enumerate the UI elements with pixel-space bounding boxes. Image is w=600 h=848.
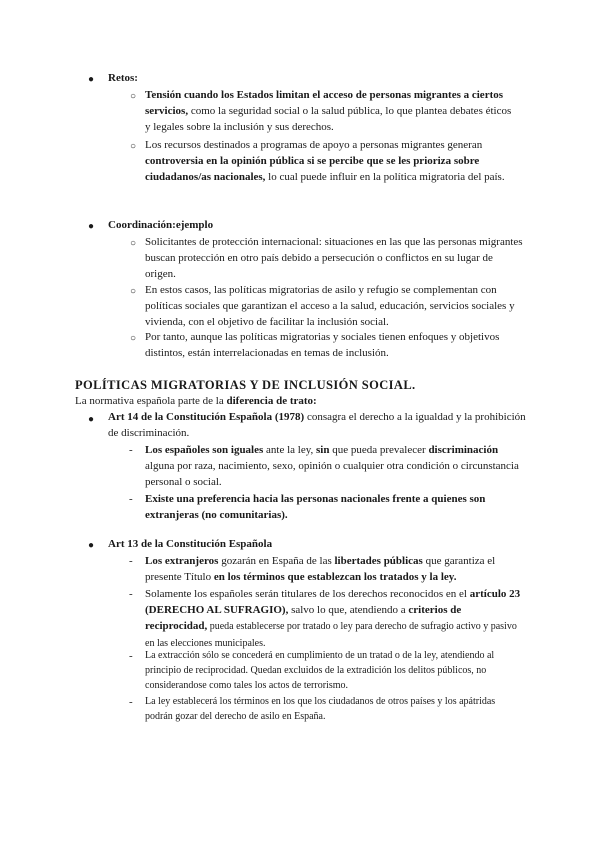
section-heading: POLÍTICAS MIGRATORIAS Y DE INCLUSIÓN SOCIAL. <box>75 378 416 392</box>
bullet-disc-icon: ● <box>88 414 95 425</box>
art13-subitem-2: Solamente los españoles serán titulares de los derechos reconocidos en el artículo 23 (DERECHO AL SUFRAGIO), salvo lo que, atendiendo a criterios de reciprocidad, pueda establecerse por tratado o ley para derecho de sufragio activo y pasivo en las elecciones municipales. <box>145 588 521 649</box>
retos-label: Retos: <box>108 72 138 84</box>
bullet-disc-icon: ● <box>88 221 95 232</box>
bullet-circle-icon: ○ <box>130 141 137 152</box>
coordinacion-item-2: En estos casos, las políticas migratorias de asilo y refugio se complementan con políticas sociales que garantizan el acceso a la salud, educación, servicios sociales y vivienda, con el objetivo de facilitar la inclusión social. <box>145 284 515 329</box>
intro-paragraph: La normativa española parte de la diferencia de trato: <box>75 395 317 407</box>
bullet-circle-icon: ○ <box>130 238 137 249</box>
bullet-dash-icon: - <box>129 444 133 456</box>
coordinacion-item-1: Solicitantes de protección internacional: situaciones en las que las personas migrantes buscan protección en otro país debido a persecución o conflictos en su lugar de origen. <box>145 236 523 281</box>
coordinacion-item-3: Por tanto, aunque las políticas migratorias y sociales tienen enfoques y objetivos distintos, están interrelacionadas en temas de inclusión. <box>145 331 500 360</box>
art14-subitem-1: Los españoles son iguales ante la ley, sin que pueda prevalecer discriminación alguna por raza, nacimiento, sexo, opinión o cualquier otra condición o circunstancia personal o social. <box>145 444 519 489</box>
bullet-dash-icon: - <box>129 493 133 505</box>
bullet-dash-icon: - <box>129 650 133 662</box>
art13-subitem-3: La extracción sólo se concederá en cumplimiento de un tratad o de la ley, atendiendo al principio de reciprocidad. Quedan excluidos de la extradición los delitos públicos, no considerandose como tales los actos de terrorismo. <box>145 650 495 691</box>
bullet-disc-icon: ● <box>88 540 95 551</box>
bullet-dash-icon: - <box>129 696 133 708</box>
retos-item-1: Tensión cuando los Estados limitan el acceso de personas migrantes a ciertos servicios, como la seguridad social o la salud pública, lo que plantea debates éticos y legales sobre la inclusión y sus derechos. <box>145 89 512 134</box>
bullet-disc-icon: ● <box>88 74 95 85</box>
bullet-circle-icon: ○ <box>130 286 137 297</box>
bullet-dash-icon: - <box>129 588 133 600</box>
art13-subitem-4: La ley establecerá los términos en los que los ciudadanos de otros países y los apátridas podrán gozar del derecho de asilo en España. <box>145 696 496 722</box>
bullet-circle-icon: ○ <box>130 333 137 344</box>
art14-subitem-2: Existe una preferencia hacia las personas nacionales frente a quienes son extranjeras (no comunitarias). <box>145 493 486 522</box>
art13-subitem-1: Los extranjeros gozarán en España de las libertades públicas que garantiza el presente Título en los términos que establezcan los tratados y la ley. <box>145 555 496 584</box>
art13-item: Art 13 de la Constitución Española <box>108 538 273 550</box>
retos-item-2: Los recursos destinados a programas de apoyo a personas migrantes generan controversia en la opinión pública si se percibe que se les prioriza sobre ciudadanos/as nacionales, lo cual puede influir en la política migratoria del país. <box>145 139 505 184</box>
bullet-circle-icon: ○ <box>130 91 137 102</box>
bullet-dash-icon: - <box>129 555 133 567</box>
coordinacion-label: Coordinación:ejemplo <box>108 219 214 231</box>
art14-item: Art 14 de la Constitución Española (1978) consagra el derecho a la igualdad y la prohibición de discriminación. <box>108 411 526 440</box>
